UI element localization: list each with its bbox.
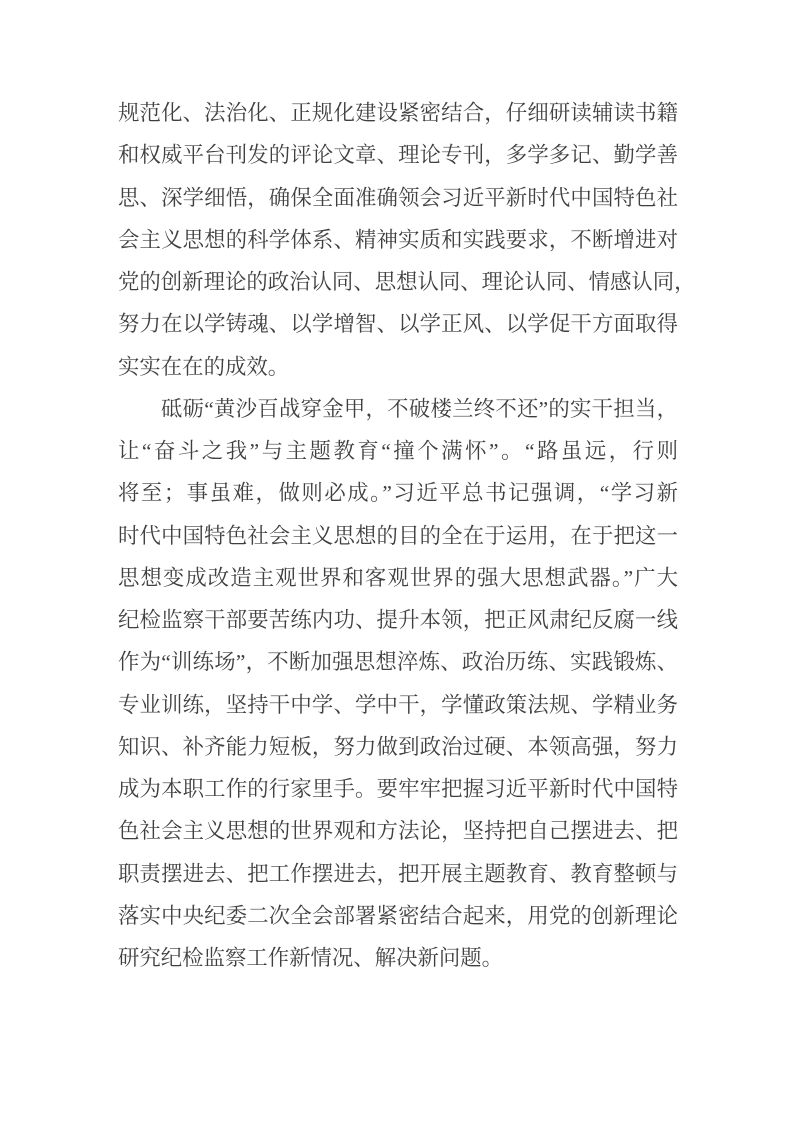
text-line: 时代中国特色社会主义思想的目的全在于运用，在于把这一	[118, 523, 678, 548]
text-line: 思想变成改造主观世界和客观世界的强大思想武器。”广大	[118, 565, 678, 590]
text-line: 研究纪检监察工作新情况、解决新问题。	[118, 946, 504, 970]
paragraph	[118, 388, 678, 980]
text-line: 和权威平台刊发的评论文章、理论专刊，多学多记、勤学善	[118, 143, 678, 168]
text-line: 知识、补齐能力短板，努力做到政治过硬、本领高强，努力	[118, 734, 678, 759]
text-line: 砥砺“黄沙百战穿金甲，不破楼兰终不还”的实干担当，	[161, 396, 678, 421]
text-line: 思、深学细悟，确保全面准确领会习近平新时代中国特色社	[118, 185, 678, 210]
text-line: 努力在以学铸魂、以学增智、以学正风、以学促干方面取得	[118, 312, 678, 337]
text-line: 将至；事虽难，做则必成。”习近平总书记强调，“学习新	[118, 481, 678, 506]
text-line: 色社会主义思想的世界观和方法论，坚持把自己摆进去、把	[118, 819, 678, 844]
text-line: 纪检监察干部要苦练内功、提升本领，把正风肃纪反腐一线	[118, 608, 678, 632]
text-line: 会主义思想的科学体系、精神实质和实践要求，不断增进对	[118, 227, 678, 252]
text-line: 让“奋斗之我”与主题教育“撞个满怀”。“路虽远，行则	[118, 439, 678, 463]
paragraph	[118, 92, 696, 388]
document-body	[118, 92, 696, 979]
text-line: 成为本职工作的行家里手。要牢牢把握习近平新时代中国特	[118, 777, 678, 801]
text-line: 作为“训练场”，不断加强思想淬炼、政治历练、实践锻炼、	[118, 650, 678, 675]
text-line: 规范化、法治化、正规化建设紧密结合，仔细研读辅读书籍	[118, 101, 678, 125]
text-line: 党的创新理论的政治认同、思想认同、理论认同、情感认同，	[118, 270, 696, 294]
text-line: 实实在在的成效。	[118, 354, 290, 379]
text-line: 落实中央纪委二次全会部署紧密结合起来，用党的创新理论	[118, 903, 678, 928]
text-line: 专业训练，坚持干中学、学中干，学懂政策法规、学精业务	[118, 692, 678, 717]
text-line: 职责摆进去、把工作摆进去，把开展主题教育、教育整顿与	[118, 861, 678, 886]
